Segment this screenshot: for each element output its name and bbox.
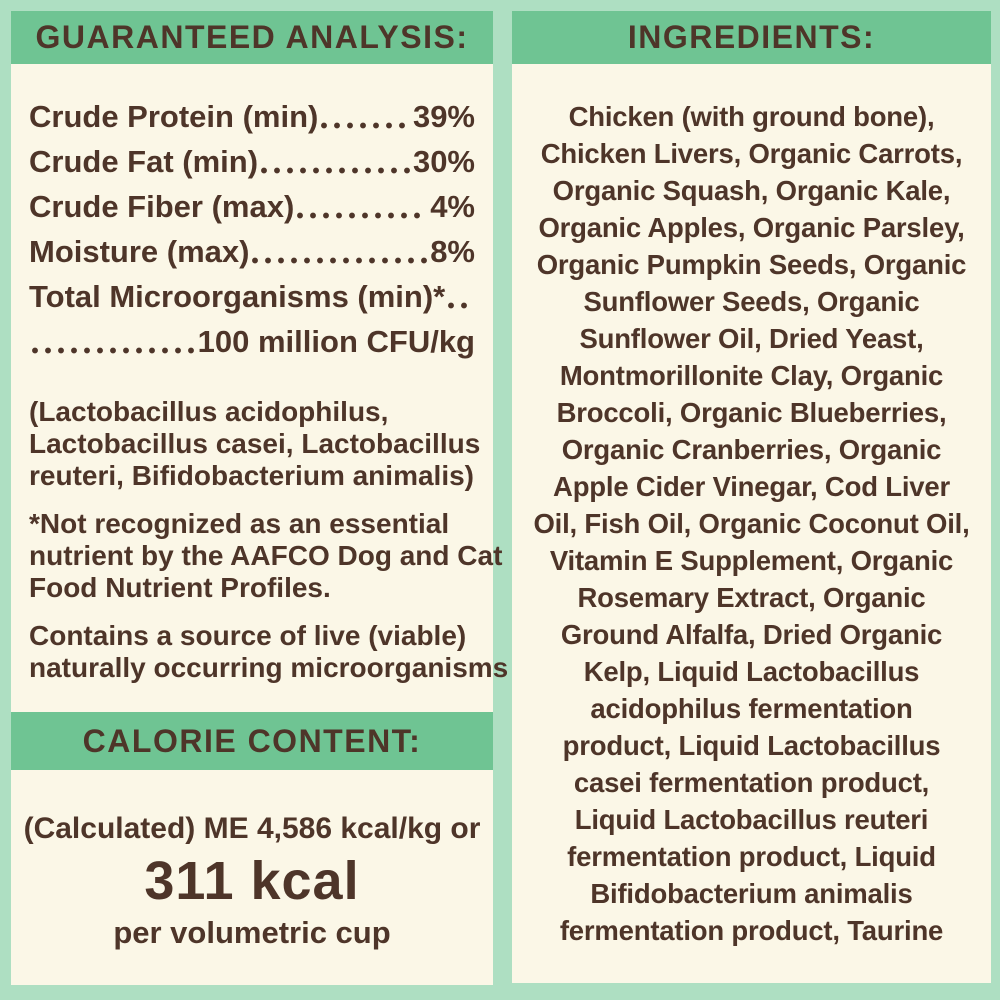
analysis-row-value: 8%: [430, 234, 475, 269]
ingredients-body: [512, 64, 991, 983]
note-paragraph: [29, 620, 509, 684]
guaranteed-analysis-body: [11, 64, 509, 712]
ingredient-line: Organic Pumpkin Seeds, Organic: [536, 249, 967, 280]
dot-leader: [32, 347, 195, 354]
analysis-row-value: 39%: [412, 99, 475, 134]
analysis-row-label: Crude Fiber (max): [29, 189, 295, 224]
ingredient-line: Montmorillonite Clay, Organic: [559, 360, 944, 391]
ingredient-line: Organic Squash, Organic Kale,: [552, 175, 951, 206]
ingredient-line: Liquid Lactobacillus reuteri: [574, 804, 929, 835]
guaranteed-analysis-header: [11, 11, 493, 64]
ingredient-line: product, Liquid Lactobacillus: [562, 730, 941, 761]
ingredient-line: fermentation product, Taurine: [559, 915, 944, 946]
ingredient-line: Sunflower Oil, Dried Yeast,: [579, 323, 924, 354]
analysis-notes: [29, 396, 509, 684]
ingredient-line: Chicken (with ground bone),: [568, 101, 935, 132]
ingredient-line: Oil, Fish Oil, Organic Coconut Oil,: [533, 508, 970, 539]
dot-leader: [297, 212, 427, 219]
analysis-row-label: Crude Protein (min): [29, 99, 319, 134]
ingredients-panel: [512, 11, 991, 983]
guaranteed-analysis-panel: [11, 11, 509, 985]
analysis-row: [29, 94, 475, 139]
ingredient-line: fermentation product, Liquid: [567, 841, 936, 872]
analysis-row-label: Crude Fat (min): [29, 144, 259, 179]
ingredient-line: Broccoli, Organic Blueberries,: [556, 397, 947, 428]
note-line: nutrient by the AAFCO Dog and Cat: [29, 540, 503, 571]
dot-leader: [321, 122, 410, 129]
calorie-content-body: [11, 770, 493, 985]
note-line: Lactobacillus casei, Lactobacillus: [29, 428, 481, 459]
note-line: (Lactobacillus acidophilus,: [29, 396, 389, 427]
calorie-content-header: [11, 712, 493, 770]
analysis-row-value: 4%: [430, 189, 475, 224]
analysis-row: [29, 139, 475, 184]
calorie-kcal-per-kg: (Calculated) ME 4,586 kcal/kg or: [23, 812, 481, 845]
note-line: naturally occurring microorganisms: [29, 652, 509, 683]
analysis-row-value: 30%: [412, 144, 475, 179]
analysis-row-label: Total Microorganisms (min)*: [29, 279, 446, 314]
note-line: Contains a source of live (viable): [29, 620, 467, 651]
analysis-row: [29, 184, 475, 229]
ingredient-line: Ground Alfalfa, Dried Organic: [560, 619, 943, 650]
analysis-rows: [29, 94, 475, 364]
note-paragraph: [29, 396, 481, 492]
note-line: reuteri, Bifidobacterium animalis): [29, 460, 474, 491]
ingredient-line: Organic Apples, Organic Parsley,: [538, 212, 965, 243]
ingredient-line: Apple Cider Vinegar, Cod Liver: [553, 471, 950, 502]
analysis-row-microorganisms-value: [29, 319, 475, 364]
analysis-row-value: 100 million CFU/kg: [197, 324, 475, 359]
calorie-per-cup-value: 311 kcal: [144, 851, 360, 911]
dot-leader: [448, 302, 472, 309]
ingredient-line: acidophilus fermentation: [590, 693, 913, 724]
guaranteed-analysis-title: GUARANTEED ANALYSIS:: [35, 19, 469, 55]
ingredient-line: Vitamin E Supplement, Organic: [549, 545, 954, 576]
ingredient-line: Bifidobacterium animalis: [590, 878, 913, 909]
ingredients-title: INGREDIENTS:: [627, 19, 876, 55]
note-line: Food Nutrient Profiles.: [29, 572, 331, 603]
ingredients-header: [512, 11, 991, 64]
ingredient-line: casei fermentation product,: [573, 767, 930, 798]
analysis-row-label: Moisture (max): [29, 234, 250, 269]
ingredient-line: Organic Cranberries, Organic: [561, 434, 942, 465]
dot-leader: [261, 167, 410, 174]
analysis-row-microorganisms-label: [29, 274, 475, 319]
note-paragraph: [29, 508, 503, 604]
note-line: *Not recognized as an essential: [29, 508, 450, 539]
dot-leader: [252, 257, 427, 264]
ingredient-line: Kelp, Liquid Lactobacillus: [583, 656, 920, 687]
analysis-row: [29, 229, 475, 274]
ingredient-line: Chicken Livers, Organic Carrots,: [540, 138, 963, 169]
calorie-content-title: CALORIE CONTENT:: [82, 722, 422, 759]
ingredient-line: Rosemary Extract, Organic: [577, 582, 926, 613]
ingredient-line: Sunflower Seeds, Organic: [583, 286, 920, 317]
calorie-per-cup-unit: per volumetric cup: [113, 915, 391, 950]
